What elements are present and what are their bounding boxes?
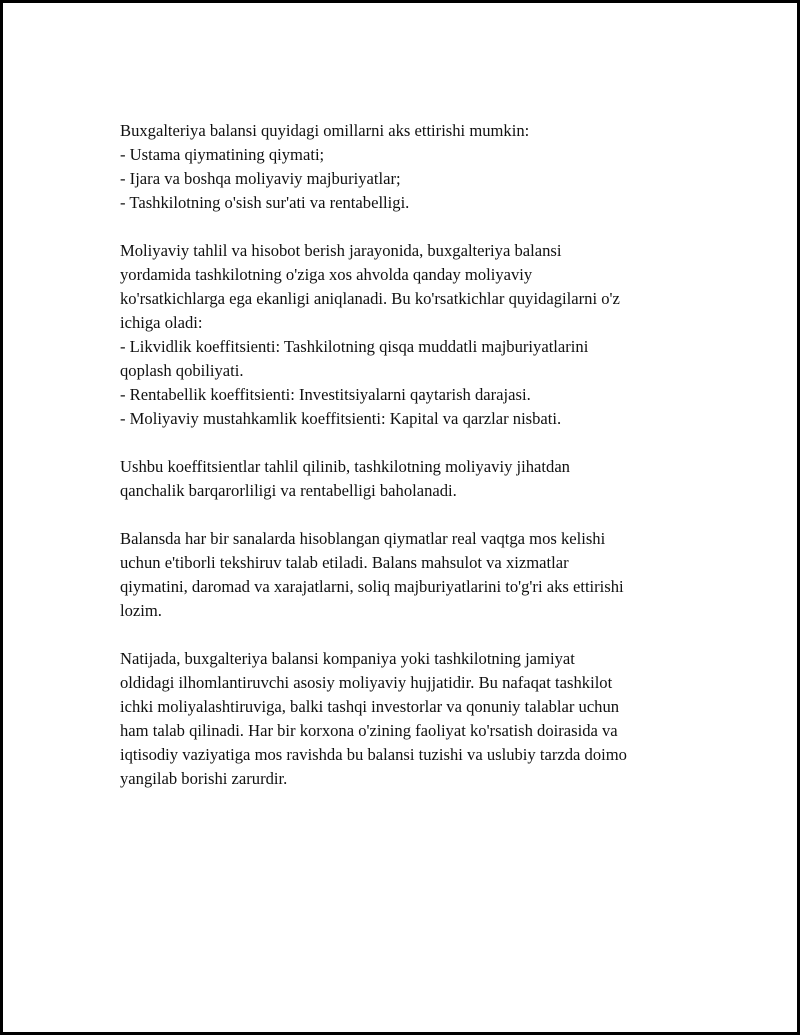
text-line: ko'rsatkichlarga ega ekanligi aniqlanadi. Bu ko'rsatkichlar quyidagilarni o'z	[120, 289, 620, 308]
text-line: Moliyaviy tahlil va hisobot berish jarayonida, buxgalteriya balansi	[120, 241, 562, 260]
text-line: qanchalik barqarorliligi va rentabelligi baholanadi.	[120, 481, 457, 500]
list-item: - Ustama qiymatining qiymati;	[120, 145, 325, 164]
document-body	[120, 119, 695, 815]
text-line: ichki moliyalashtiruviga, balki tashqi investorlar va qonuniy talablar uchun	[120, 697, 620, 716]
text-line: uchun e'tiborli tekshiruv talab etiladi. Balans mahsulot va xizmatlar	[120, 553, 569, 572]
text-line: qiymatini, daromad va xarajatlarni, soliq majburiyatlarini to'g'ri aks ettirishi	[120, 577, 624, 596]
text-line: oldidagi ilhomlantiruvchi asosiy moliyaviy hujjatidir. Bu nafaqat tashkilot	[120, 673, 613, 692]
text-line: ichiga oladi:	[120, 313, 203, 332]
text-line: Balansda har bir sanalarda hisoblangan qiymatlar real vaqtga mos kelishi	[120, 529, 606, 548]
list-item: - Tashkilotning o'sish sur'ati va rentabelligi.	[120, 193, 410, 212]
text-line: lozim.	[120, 601, 162, 620]
list-item: - Ijara va boshqa moliyaviy majburiyatlar;	[120, 169, 401, 188]
paragraph-balance-factors	[120, 119, 695, 215]
text-line: ham talab qilinadi. Har bir korxona o'zining faoliyat ko'rsatish doirasida va	[120, 721, 618, 740]
list-item: - Rentabellik koeffitsienti: Investitsiyalarni qaytarish darajasi.	[120, 385, 531, 404]
paragraph-conclusion	[120, 647, 695, 791]
text-line: yordamida tashkilotning o'ziga xos ahvolda qanday moliyaviy	[120, 265, 533, 284]
paragraph-coefficient-analysis	[120, 455, 695, 503]
paragraph-balance-verification	[120, 527, 695, 623]
text-line: Ushbu koeffitsientlar tahlil qilinib, tashkilotning moliyaviy jihatdan	[120, 457, 570, 476]
paragraph-financial-indicators	[120, 239, 695, 431]
list-item: - Moliyaviy mustahkamlik koeffitsienti: Kapital va qarzlar nisbati.	[120, 409, 562, 428]
text-line: qoplash qobiliyati.	[120, 361, 244, 380]
text-line: yangilab borishi zarurdir.	[120, 769, 288, 788]
list-item: - Likvidlik koeffitsienti: Tashkilotning qisqa muddatli majburiyatlarini	[120, 337, 589, 356]
text-line: Buxgalteriya balansi quyidagi omillarni aks ettirishi mumkin:	[120, 121, 530, 140]
text-line: iqtisodiy vaziyatiga mos ravishda bu balansi tuzishi va uslubiy tarzda doimo	[120, 745, 627, 764]
text-line: Natijada, buxgalteriya balansi kompaniya yoki tashkilotning jamiyat	[120, 649, 575, 668]
